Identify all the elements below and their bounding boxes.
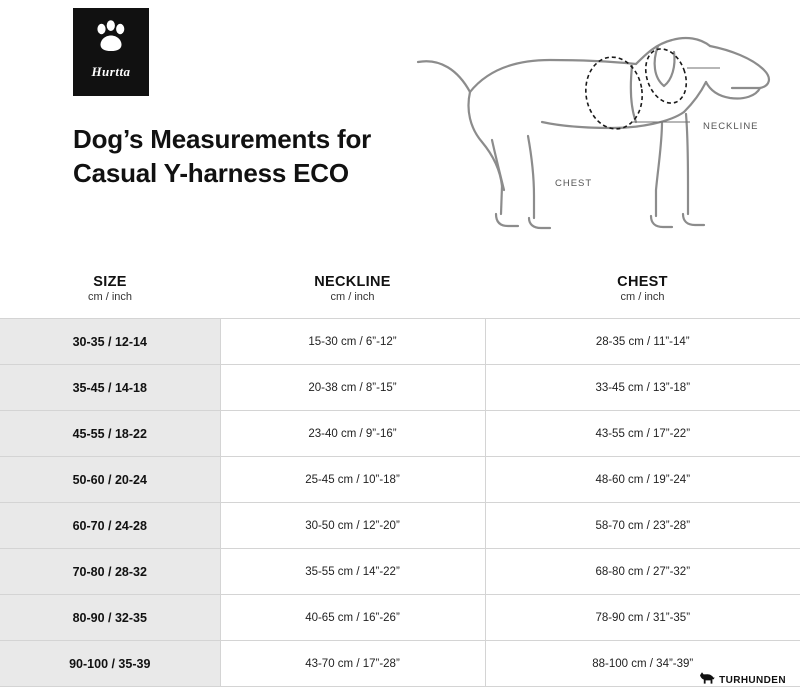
footer-brand	[699, 671, 786, 690]
cell-chest: 68-80 cm / 27”-32”	[485, 549, 800, 595]
cell-neckline: 23-40 cm / 9”-16”	[220, 411, 485, 457]
table-row	[0, 503, 800, 549]
dog-with-harness-diagram	[400, 18, 790, 248]
brand-logo	[73, 8, 149, 96]
dog-silhouette-icon	[699, 671, 715, 690]
cell-chest: 28-35 cm / 11”-14”	[485, 319, 800, 365]
illustration-label-chest: CHEST	[555, 178, 593, 189]
cell-neckline: 25-45 cm / 10”-18”	[220, 457, 485, 503]
table-row	[0, 457, 800, 503]
cell-chest: 78-90 cm / 31”-35”	[485, 595, 800, 641]
illustration-label-neckline: NECKLINE	[703, 121, 759, 132]
table-body	[0, 319, 800, 687]
table-head	[0, 262, 800, 319]
column-header-neckline-units: cm / inch	[330, 290, 375, 303]
column-header-size-units: cm / inch	[87, 290, 132, 303]
cell-size: 50-60 / 20-24	[0, 457, 220, 503]
column-header-size	[0, 262, 220, 319]
cell-chest: 88-100 cm / 34”-39”	[485, 641, 800, 687]
brand-wordmark: Hurtta	[91, 64, 131, 79]
cell-size: 80-90 / 32-35	[0, 595, 220, 641]
cell-neckline: 15-30 cm / 6”-12”	[220, 319, 485, 365]
table-row	[0, 595, 800, 641]
cell-chest: 48-60 cm / 19”-24”	[485, 457, 800, 503]
table-row	[0, 549, 800, 595]
cell-size: 30-35 / 12-14	[0, 319, 220, 365]
paw-print-icon	[91, 18, 131, 58]
page-title-line2: Casual Y-harness ECO	[73, 158, 349, 189]
table-row	[0, 319, 800, 365]
page-header	[0, 0, 800, 262]
table-row	[0, 641, 800, 687]
column-header-chest-units: cm / inch	[620, 290, 665, 303]
column-header-size-title: SIZE	[93, 273, 127, 290]
column-header-neckline-title: NECKLINE	[314, 273, 391, 290]
column-header-chest	[485, 262, 800, 319]
footer-brand-name: TURHUNDEN	[719, 675, 786, 686]
column-header-chest-title: CHEST	[617, 273, 668, 290]
cell-chest: 43-55 cm / 17”-22”	[485, 411, 800, 457]
cell-neckline: 40-65 cm / 16”-26”	[220, 595, 485, 641]
column-header-neckline	[220, 262, 485, 319]
table-row	[0, 411, 800, 457]
cell-neckline: 30-50 cm / 12”-20”	[220, 503, 485, 549]
cell-size: 60-70 / 24-28	[0, 503, 220, 549]
cell-size: 45-55 / 18-22	[0, 411, 220, 457]
cell-size: 90-100 / 35-39	[0, 641, 220, 687]
page-title-line1: Dog’s Measurements for	[73, 124, 372, 154]
table-header-row	[0, 262, 800, 319]
cell-neckline: 20-38 cm / 8”-15”	[220, 365, 485, 411]
cell-size: 35-45 / 14-18	[0, 365, 220, 411]
cell-neckline: 43-70 cm / 17”-28”	[220, 641, 485, 687]
cell-chest: 33-45 cm / 13”-18”	[485, 365, 800, 411]
size-chart-table-wrapper	[0, 262, 800, 687]
cell-chest: 58-70 cm / 23”-28”	[485, 503, 800, 549]
cell-neckline: 35-55 cm / 14”-22”	[220, 549, 485, 595]
table-row	[0, 365, 800, 411]
cell-size: 70-80 / 28-32	[0, 549, 220, 595]
size-chart-table	[0, 262, 800, 687]
